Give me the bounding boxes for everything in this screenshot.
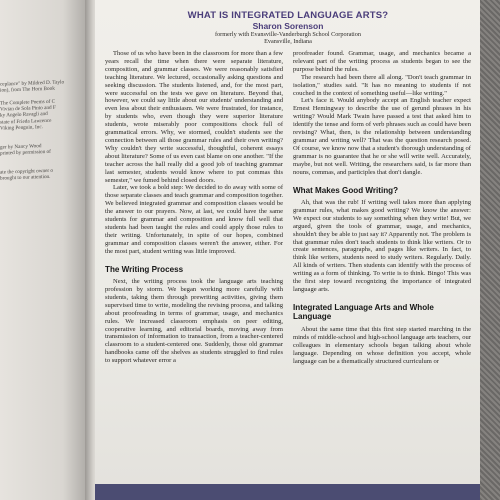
acknowledgment-credits [0,78,90,182]
paragraph: About the same time that this first step started marching in the minds of middle-school and high-school language arts teachers, our colleagues in elementary schools began talking about whole language. Depending on whose definition you accept, whole language can be a thematically structured curriculum or [293,325,471,365]
credit-line: Vivian de Sola Pinto and F [0,104,56,113]
paragraph: Next, the writing process took the language arts teaching profession by storm. We began working more carefully with students, taking them through prewriting activities, giving them supervised time to write, modeling the revising process, and talking about proofreading in terms of grammar, usage, and mechanics rules. We increased classroom emphasis on peer editing, cooperative learning, and editorial boards, moving away from transmission of information to transaction, from a teacher-centered classroom to a student-centered one. Suddenly, those old grammar handbooks came off the shelves as students struggled to find rules to support whatever error a [105,278,283,365]
credit-line: ate the copyright owner o [0,167,54,176]
credit-line: printed by permission of [0,149,51,157]
left-facing-page [0,0,90,500]
paragraph: Ah, that was the rub! If writing well takes more than applying grammar rules, what makes good writing? We know the answer: We expect our students to say something when they write! But, we argued, given the tools of grammar, usage, and mechanics, shouldn't they be able to just say it? Apparently not. The problem is that grammar rules don't teach students to think like writers. Or to create sentences, paragraphs, and pages like writers. In fact, to think like writers, students need to study writers. Regularly. Daily. All kinds of writers. Then students can identify with the process of writing as a form of thinking. To write is to think. Bingo! This was the first step toward recognizing the importance of integrated language arts. [293,199,471,293]
section-heading-whole-language: Integrated Language Arts and Whole Language [293,302,434,322]
right-column [293,50,471,365]
author-affiliation: formerly with Evansville-Vanderburgh School Corporation [215,31,361,38]
section-heading-good-writing: What Makes Good Writing? [293,185,399,195]
article-title: WHAT IS INTEGRATED LANGUAGE ARTS? [187,10,389,21]
article-page [95,0,481,484]
credit-line: ger by Nancy Wood [0,143,42,151]
section-heading-writing-process: The Writing Process [105,264,184,274]
paragraph: Let's face it. Would anybody accept an English teacher expect Ernest Hemingway to describe the use of gerund phrases in his writing? Would Mark Twain have passed a test that asked him to identify the tense and form of verb phrases such as could have been revising? What, then, is the relationship between understanding grammar and writing well? That was the question research posed. Of course, we know now that a student's thorough understanding of grammar is no guarantee that he or she will write well. Accurately, maybe, but not well. Writing, the researchers said, is far more than nouns, commas, and participles that don't dangle. [293,97,471,176]
article-header [95,10,481,46]
credit-line: Viking Penguin, Inc. [0,124,43,132]
credit-line: state of Frieda Lawrence [0,117,52,126]
credit-line: ky Angelo Ravagli and [0,111,48,120]
paragraph: The research had been there all along. "Don't teach grammar in isolation," studies said. "It has no meaning to students if not couched in the context of something useful—like writing." [293,73,471,97]
book-cover-edge [95,484,481,500]
left-column [105,50,283,365]
credit-line: The Complete Poems of C [0,98,56,107]
credit-line: ion), from The Horn Book [0,85,55,94]
background-fabric [480,0,500,500]
paragraph: Those of us who have been in the classroom for more than a few years recall the time when there were separate literature, composition, and grammar classes. We were reasonably satisfied teaching literature. We lectured, occasionally asking questions and seeking discussion. The students listened, and, for the most part, were successful on the tests we gave on literature. Beyond that, however, we could say little about our students' understanding and even less about their enthusiasm. We were frustrated, for instance, by students who, even though they were superior literature students, wrote miserably poor compositions chock full of grammatical errors. Why, we stormed, couldn't students see the connection between all those grammar rules and their own writing? Why couldn't they write successful, thoughtful, coherent essays about literature? Some of us even cast blame on one another. "If the teacher across the hall really did a good job of teaching grammar last semester, students would know where to put commas this semester," we fumed behind closed doors. [105,50,283,184]
article-author: Sharon Sorenson [252,21,324,31]
credit-line: brought to our attention. [0,174,51,183]
paragraph: Later, we took a bold step: We decided to do away with some of those separate classes and teach grammar and composition together. We believed integrated grammar and composition classes would be the answer to our prayers. Now, at last, we could have the same students for grammar and composition and know full well that students had been taught the rules and could apply those rules to their writing. Unfortunately, in spite of our hopes, combined grammar and composition classes weren't the answer, either. For the most part, student writing was little improved. [105,184,283,255]
author-location: Evansville, Indiana [264,38,312,46]
credit-line: ceplance" by Mildred D. Taylo [0,79,65,88]
paragraph: proofreader found. Grammar, usage, and mechanics became a relevant part of the writing process as students began to see the purpose behind the rules. [293,50,471,73]
